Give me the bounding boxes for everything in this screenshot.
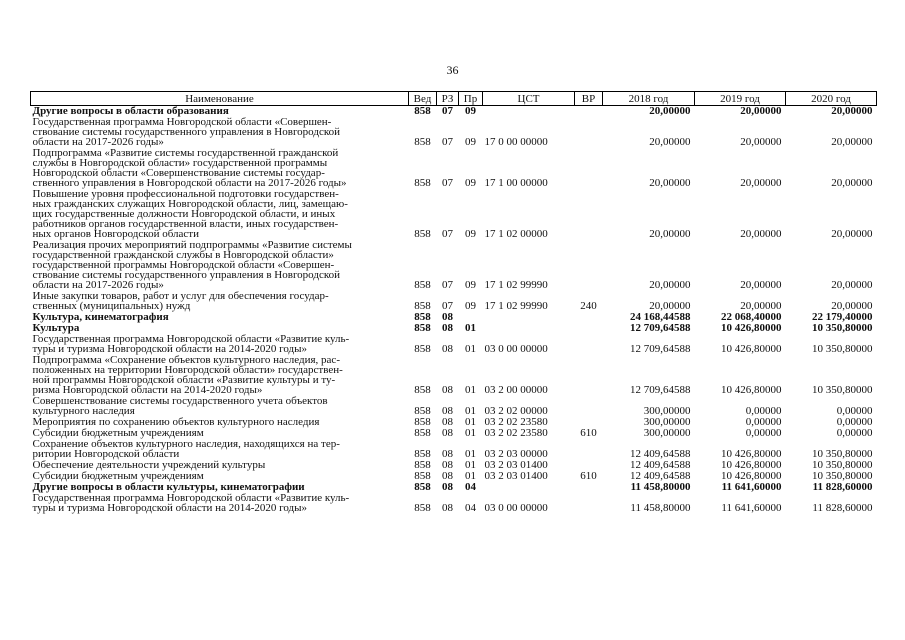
cell-name: Обеспечение деятельности учреждений культуры [32, 459, 266, 471]
cell-2019: 10 426,80000 [721, 343, 782, 355]
header-ved: Вед [409, 92, 437, 106]
header-pr: Пр [459, 92, 483, 106]
cell-2020: 20,00000 [831, 136, 873, 148]
cell-pr: 09 [465, 105, 476, 117]
cell-vr [575, 355, 603, 396]
cell-name: Мероприятия по сохранению объектов культурного наследия [32, 416, 320, 428]
cell-cst: 17 1 02 99990 [484, 279, 548, 291]
cell-rz: 07 [442, 136, 453, 148]
cell-vr [575, 334, 603, 355]
cell-name: Совершенствование системы государственного учета объектов культурного наследия [32, 395, 328, 417]
cell-2018: 20,00000 [649, 228, 691, 240]
cell-rz: 08 [442, 470, 453, 482]
cell-2018: 12 409,64588 [630, 459, 691, 471]
cell-ved: 858 [414, 448, 431, 460]
cell-vr [575, 482, 603, 493]
cell-pr: 04 [465, 481, 476, 493]
cell-ved: 858 [414, 427, 431, 439]
cell-2018: 300,00000 [643, 416, 691, 428]
table-row [31, 396, 877, 417]
cell-cst: 17 1 02 00000 [484, 228, 548, 240]
cell-name: Повышение уровня профессиональной подготовки государствен- ных гражданских служащих Новгородской области, лиц, замещаю- щих государственные должности Новгородской области, и иных работников органов государственной власти, иных государствен- ных органов Новгородской области [32, 188, 348, 240]
table-body [31, 106, 877, 515]
cell-2020: 11 828,60000 [812, 481, 873, 493]
cell-ved: 858 [414, 228, 431, 240]
cell-2018: 20,00000 [649, 136, 691, 148]
cell-ved: 858 [414, 384, 431, 396]
cell-2019: 0,00000 [745, 427, 782, 439]
cell-2019: 20,00000 [740, 136, 782, 148]
cell-2019: 10 426,80000 [721, 384, 782, 396]
cell-pr: 01 [465, 470, 476, 482]
cell-2020: 11 828,60000 [812, 502, 873, 514]
cell-rz: 08 [442, 459, 453, 471]
cell-cst: 17 1 02 99990 [484, 300, 548, 312]
cell-name: Подпрограмма «Сохранение объектов культурного наследия, рас- положенных на территории Новгородской области» государствен- ной программы Новгородской области «Развитие культуры и ту- ризма Новгородской области на 2014-2020 годы» [32, 354, 343, 396]
cell-ved: 858 [414, 481, 431, 493]
cell-ved: 858 [414, 459, 431, 471]
cell-pr: 09 [465, 279, 476, 291]
table-header-row [31, 92, 877, 106]
cell-pr: 01 [465, 384, 476, 396]
cell-vr [575, 439, 603, 460]
table-row [31, 291, 877, 312]
cell-rz: 08 [442, 384, 453, 396]
cell-2019: 10 426,80000 [721, 448, 782, 460]
cell-vr [575, 240, 603, 291]
cell-pr: 09 [465, 177, 476, 189]
cell-2020: 22 179,40000 [812, 311, 873, 323]
cell-rz: 07 [442, 300, 453, 312]
cell-vr: 240 [580, 300, 597, 312]
table-row [31, 355, 877, 396]
table-row [31, 148, 877, 189]
cell-2020: 0,00000 [836, 427, 873, 439]
cell-2019: 22 068,40000 [721, 311, 782, 323]
cell-rz: 08 [442, 322, 453, 334]
cell-pr: 01 [465, 343, 476, 355]
cell-2019: 0,00000 [745, 405, 782, 417]
cell-vr [575, 493, 603, 514]
cell-ved: 858 [414, 311, 431, 323]
cell-name: Субсидии бюджетным учреждениям [32, 470, 204, 482]
cell-cst: 03 2 02 23580 [484, 427, 548, 439]
cell-2020: 20,00000 [831, 105, 873, 117]
cell-vr [575, 106, 603, 118]
cell-ved: 858 [414, 177, 431, 189]
cell-ved: 858 [414, 343, 431, 355]
cell-name: Другие вопросы в области культуры, кинематографии [32, 481, 305, 493]
cell-pr: 04 [465, 502, 476, 514]
cell-cst [483, 482, 575, 493]
cell-rz: 08 [442, 502, 453, 514]
table-row [31, 240, 877, 291]
cell-2020: 20,00000 [831, 228, 873, 240]
page-number: 36 [446, 63, 459, 77]
cell-name: Реализация прочих мероприятий подпрограммы «Развитие системы государственной гражданской службы в Новгородской области» государственной программы Новгородской области «Совершен- ствование системы государственного управления в Новгородской области на 2017-2026 годы» [32, 239, 352, 291]
cell-cst [483, 312, 575, 323]
cell-cst [483, 323, 575, 334]
cell-name: Государственная программа Новгородской области «Развитие куль- туры и туризма Новгородской области на 2014-2020 годы» [32, 492, 350, 514]
cell-2019: 20,00000 [740, 105, 782, 117]
cell-vr [575, 148, 603, 189]
table-row [31, 334, 877, 355]
cell-rz: 08 [442, 311, 453, 323]
cell-cst: 03 2 03 01400 [484, 470, 548, 482]
table-row [31, 117, 877, 148]
cell-2020: 10 350,80000 [812, 448, 873, 460]
cell-2019: 10 426,80000 [721, 470, 782, 482]
cell-2019: 0,00000 [745, 416, 782, 428]
cell-pr: 09 [465, 228, 476, 240]
cell-2019: 20,00000 [740, 300, 782, 312]
cell-2018: 20,00000 [649, 300, 691, 312]
cell-pr: 01 [465, 322, 476, 334]
cell-name: Культура [32, 322, 80, 334]
cell-2020: 10 350,80000 [812, 343, 873, 355]
cell-vr [575, 117, 603, 148]
cell-ved: 858 [414, 405, 431, 417]
cell-cst [483, 106, 575, 118]
cell-2018: 20,00000 [649, 279, 691, 291]
cell-cst: 03 2 03 00000 [484, 448, 548, 460]
cell-name: Подпрограмма «Развитие системы государственной гражданской службы в Новгородской области» государственной программы Новгородской области «Совершенствование системы государ- ственного управления в Новгородской области на 2017-2026 годы» [32, 147, 347, 189]
cell-ved: 858 [414, 300, 431, 312]
cell-cst: 17 1 00 00000 [484, 177, 548, 189]
cell-cst: 03 2 02 00000 [484, 405, 548, 417]
cell-ved: 858 [414, 279, 431, 291]
cell-rz: 07 [442, 105, 453, 117]
cell-name: Субсидии бюджетным учреждениям [32, 427, 204, 439]
cell-2019: 20,00000 [740, 228, 782, 240]
cell-2018: 12 409,64588 [630, 448, 691, 460]
cell-cst: 03 2 03 01400 [484, 459, 548, 471]
cell-name: Другие вопросы в области образования [32, 105, 229, 117]
cell-rz: 08 [442, 448, 453, 460]
header-vr: ВР [575, 92, 603, 106]
cell-cst: 03 0 00 00000 [484, 343, 548, 355]
cell-2019: 10 426,80000 [721, 459, 782, 471]
cell-vr [575, 312, 603, 323]
cell-pr: 01 [465, 459, 476, 471]
cell-pr: 09 [465, 300, 476, 312]
cell-2018: 20,00000 [649, 177, 691, 189]
cell-rz: 08 [442, 405, 453, 417]
cell-2019: 20,00000 [740, 177, 782, 189]
table-row [31, 189, 877, 240]
cell-pr: 09 [465, 136, 476, 148]
header-cst: ЦСТ [483, 92, 575, 106]
cell-2020: 10 350,80000 [812, 459, 873, 471]
table-row [31, 439, 877, 460]
header-2020: 2020 год [786, 92, 877, 106]
header-2018: 2018 год [603, 92, 695, 106]
cell-2019: 11 641,60000 [721, 481, 782, 493]
cell-2018: 11 458,80000 [630, 481, 691, 493]
cell-cst: 03 2 00 00000 [484, 384, 548, 396]
cell-rz: 08 [442, 481, 453, 493]
cell-vr [575, 396, 603, 417]
cell-2020: 20,00000 [831, 300, 873, 312]
cell-rz: 08 [442, 343, 453, 355]
cell-2020: 20,00000 [831, 177, 873, 189]
header-2019: 2019 год [695, 92, 786, 106]
cell-2019: 20,00000 [740, 279, 782, 291]
cell-vr: 610 [580, 427, 597, 439]
cell-ved: 858 [414, 470, 431, 482]
cell-pr: 01 [465, 416, 476, 428]
cell-rz: 07 [442, 228, 453, 240]
cell-pr: 01 [465, 448, 476, 460]
cell-rz: 07 [442, 177, 453, 189]
cell-2020: 20,00000 [831, 279, 873, 291]
cell-vr [575, 189, 603, 240]
cell-vr: 610 [580, 470, 597, 482]
cell-ved: 858 [414, 136, 431, 148]
cell-2018: 12 709,64588 [630, 343, 691, 355]
cell-vr [575, 323, 603, 334]
cell-2018: 12 709,64588 [630, 384, 691, 396]
cell-rz: 08 [442, 427, 453, 439]
header-rz: РЗ [437, 92, 459, 106]
cell-ved: 858 [414, 105, 431, 117]
cell-rz: 08 [442, 416, 453, 428]
cell-2018: 12 709,64588 [630, 322, 691, 334]
cell-2020: 10 350,80000 [812, 322, 873, 334]
cell-cst: 03 0 00 00000 [484, 502, 548, 514]
cell-2020: 0,00000 [836, 416, 873, 428]
cell-pr: 01 [465, 405, 476, 417]
cell-2018: 300,00000 [643, 405, 691, 417]
cell-name: Государственная программа Новгородской области «Развитие куль- туры и туризма Новгородской области на 2014-2020 годы» [32, 333, 350, 355]
cell-name: Сохранение объектов культурного наследия, находящихся на тер- ритории Новгородской области [32, 438, 340, 460]
cell-2020: 10 350,80000 [812, 384, 873, 396]
cell-2019: 10 426,80000 [721, 322, 782, 334]
cell-2018: 300,00000 [643, 427, 691, 439]
cell-2018: 20,00000 [649, 105, 691, 117]
cell-name: Культура, кинематография [32, 311, 169, 323]
cell-rz: 07 [442, 279, 453, 291]
cell-2018: 24 168,44588 [630, 311, 691, 323]
cell-2019: 11 641,60000 [721, 502, 782, 514]
cell-cst: 17 0 00 00000 [484, 136, 548, 148]
cell-ved: 858 [414, 502, 431, 514]
cell-2018: 11 458,80000 [630, 502, 691, 514]
cell-name: Иные закупки товаров, работ и услуг для обеспечения государ- ственных (муниципальных) нужд [32, 290, 329, 312]
cell-ved: 858 [414, 322, 431, 334]
cell-2020: 0,00000 [836, 405, 873, 417]
cell-2018: 12 409,64588 [630, 470, 691, 482]
cell-ved: 858 [414, 416, 431, 428]
cell-2020: 10 350,80000 [812, 470, 873, 482]
header-name: Наименование [31, 92, 409, 106]
cell-pr: 01 [465, 427, 476, 439]
table-row [31, 493, 877, 514]
cell-name: Государственная программа Новгородской области «Совершен- ствование системы государственного управления в Новгородской области на 2017-2026 годы» [32, 116, 341, 148]
budget-table [30, 91, 877, 514]
cell-cst: 03 2 02 23580 [484, 416, 548, 428]
